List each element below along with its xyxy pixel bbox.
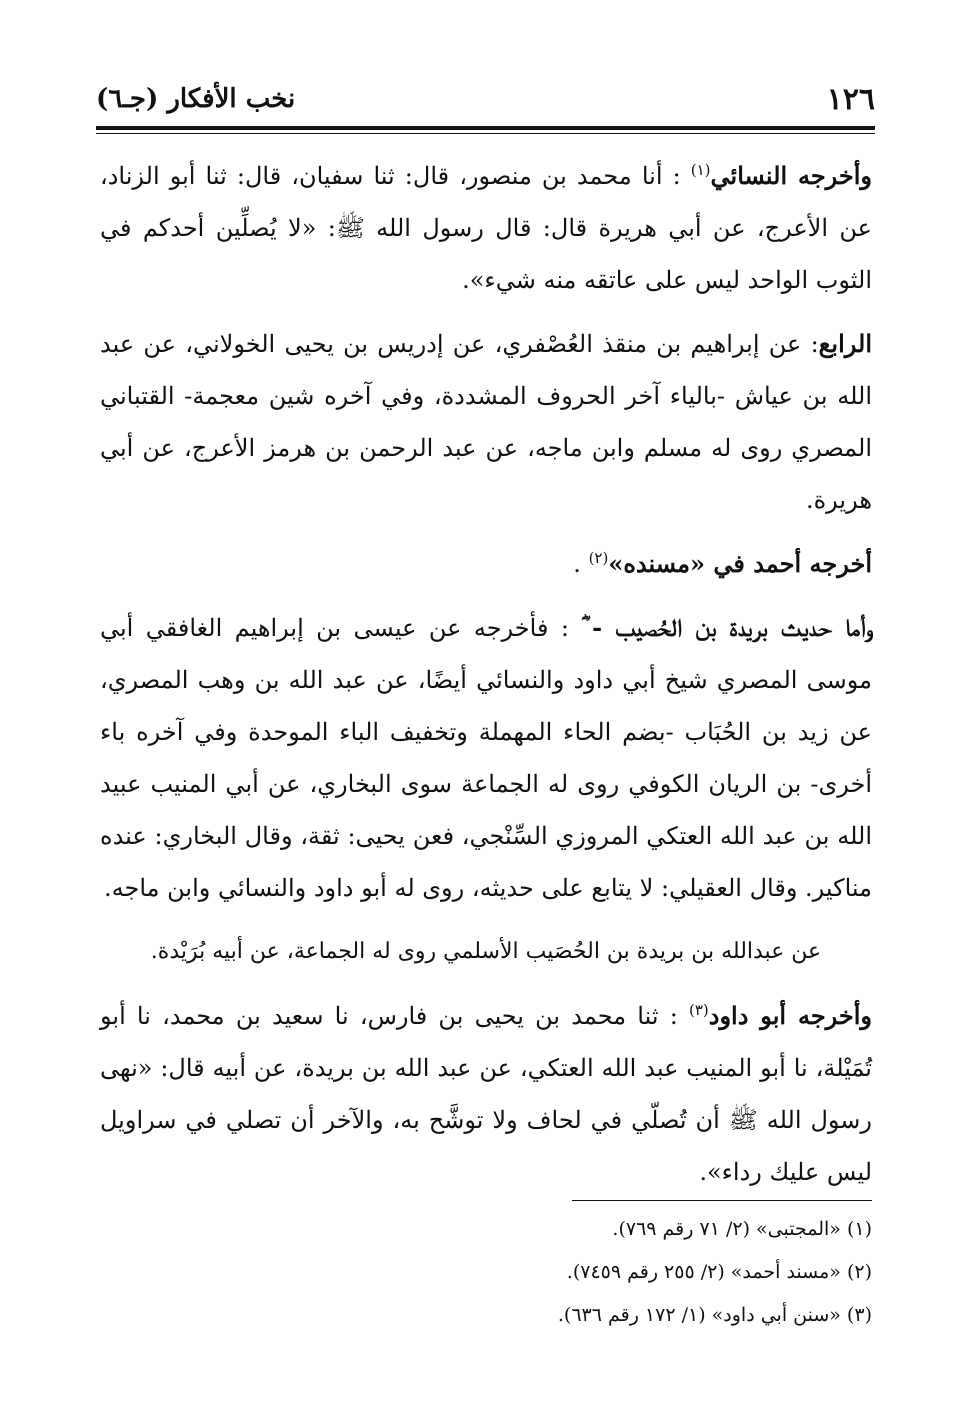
paragraph-text: : فأخرجه عن عيسى بن إبراهيم الغافقي أبي موسى المصري شيخ أبي داود والنسائي أيضًا، عن عبد الله بن وهب المصري، عن زيد بن الحُبَاب -بضم الحاء المهملة وتخفيف الباء الموحدة وفي آخره باء أخرى- بن الريان الكوفي روى له الجماعة سوى البخاري، عن أبي المنيب عبيد الله بن عبد الله العتكي المروزي السِّنْجي، فعن يحيى: ثقة، وقال البخاري: عنده مناكير. وقال العقيلي: لا يتابع على حديثه، روى له أبو داود والنسائي وابن ماجه. xyxy=(100,614,872,902)
running-title: نخب الأفكار (جـ٦) xyxy=(96,84,296,114)
paragraph-isnad-line xyxy=(100,926,872,978)
paragraph-text: : أنا محمد بن منصور، قال: ثنا سفيان، قال: ثنا أبو الزناد، عن الأعرج، عن أبي هريرة قال: قال رسول الله ﷺ: «لا يُصلِّين أحدكم في الثوب الواحد ليس على عاتقه منه شيء». xyxy=(100,162,872,294)
paragraph-ahmad xyxy=(100,538,872,590)
paragraph-abu-dawud xyxy=(100,990,872,1198)
paragraph-lead: وأخرجه النسائي xyxy=(710,161,872,190)
paragraph-lead: وأخرجه أبو داود xyxy=(708,1001,872,1030)
header-rule-thin xyxy=(96,133,875,134)
paragraph-lead: أخرجه أحمد في «مسنده» xyxy=(608,549,872,578)
paragraph-lead: الرابع xyxy=(818,329,872,358)
main-text xyxy=(100,150,872,1210)
footnote-marker: (٢) xyxy=(588,549,609,567)
page-header xyxy=(96,78,875,128)
paragraph-nasai xyxy=(100,150,872,306)
footnotes xyxy=(300,1208,872,1337)
page-number: ١٢٦ xyxy=(826,82,875,117)
footnote-separator xyxy=(572,1200,872,1201)
paragraph-text: : عن إبراهيم بن منقذ العُصْفري، عن إدريس بن يحيى الخولاني، عن عبد الله بن عياش -بالياء آخر الحروف المشددة، وفي آخره شين معجمة- القتباني المصري روى له مسلم وابن ماجه، عن عبد الرحمن بن هرمز الأعرج، عن أبي هريرة. xyxy=(100,330,872,514)
footnote-item: (١) «المجتبى» (٢/ ٧١ رقم ٧٦٩). xyxy=(612,1218,872,1240)
footnote-marker: (٣) xyxy=(688,1001,709,1019)
footnote-item: (٢) «مسند أحمد» (٢/ ٢٥٥ رقم ٧٤٥٩). xyxy=(566,1261,872,1283)
footnote-item: (٣) «سنن أبي داود» (١/ ١٧٢ رقم ٦٣٦). xyxy=(557,1304,872,1326)
footnote-marker: (١) xyxy=(690,161,711,179)
paragraph-text: عن عبدالله بن بريدة بن الحُصَيب الأسلمي روى له الجماعة، عن أبيه بُرَيْدة. xyxy=(150,939,822,964)
paragraph-text: . xyxy=(573,550,581,578)
header-rule xyxy=(96,126,875,130)
paragraph-buraydah xyxy=(100,602,872,914)
paragraph-lead: وأما حديث بريدة بن الحُصيب - ؓ xyxy=(581,613,872,642)
paragraph-text: : ثنا محمد بن يحيى بن فارس، نا سعيد بن محمد، نا أبو تُمَيْلة، نا أبو المنيب عبد الله العتكي، عن عبد الله بن بريدة، عن أبيه قال: «نهى رسول الله ﷺ أن تُصلّي في لحاف ولا توشَّح به، والآخر أن تصلي في سراويل ليس عليك رداء». xyxy=(100,1002,872,1186)
paragraph-fourth xyxy=(100,318,872,526)
